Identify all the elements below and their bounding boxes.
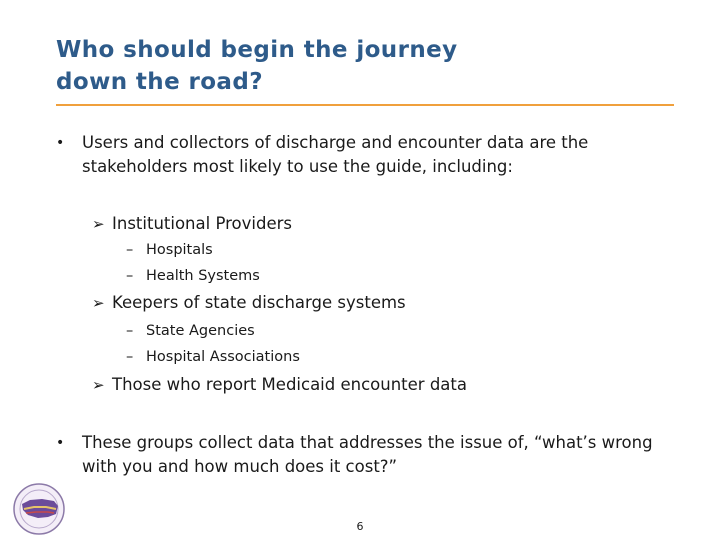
slide-title xyxy=(56,34,656,98)
title-line-2: down the road? xyxy=(56,69,263,95)
list-item-label: State Agencies xyxy=(146,323,255,339)
subbullet-label: Institutional Providers xyxy=(112,214,292,233)
subbullet-medicaid xyxy=(92,374,652,396)
bullet-dot-icon: • xyxy=(56,435,65,451)
subbullet-keepers xyxy=(92,292,652,314)
list-item-label: Hospital Associations xyxy=(146,349,300,365)
seal-logo-icon xyxy=(12,482,66,536)
list-item-hospitals xyxy=(126,240,546,260)
bullet-text: These groups collect data that addresses the issue of, “what’s wrong with you and how much does it cost?” xyxy=(82,433,653,476)
title-divider xyxy=(56,104,674,106)
bullet-groups-collect xyxy=(56,431,666,479)
bullet-dot-icon: • xyxy=(56,135,65,151)
bullet-text: Users and collectors of discharge and encounter data are the stakeholders most likely to use the guide, including: xyxy=(82,133,589,176)
list-item-health-systems xyxy=(126,266,546,286)
subbullet-label: Keepers of state discharge systems xyxy=(112,293,406,312)
arrow-bullet-icon: ➢ xyxy=(92,215,105,233)
title-line-1: Who should begin the journey xyxy=(56,37,458,63)
dash-bullet-icon: – xyxy=(126,323,134,339)
page-number: 6 xyxy=(356,520,364,533)
bullet-stakeholders xyxy=(56,131,666,179)
subbullet-institutional-providers xyxy=(92,213,652,235)
dash-bullet-icon: – xyxy=(126,268,134,284)
list-item-hospital-associations xyxy=(126,347,546,367)
subbullet-label: Those who report Medicaid encounter data xyxy=(112,375,467,394)
dash-bullet-icon: – xyxy=(126,242,134,258)
list-item-label: Hospitals xyxy=(146,242,213,258)
arrow-bullet-icon: ➢ xyxy=(92,376,105,394)
list-item-label: Health Systems xyxy=(146,268,260,284)
arrow-bullet-icon: ➢ xyxy=(92,294,105,312)
list-item-state-agencies xyxy=(126,321,546,341)
dash-bullet-icon: – xyxy=(126,349,134,365)
